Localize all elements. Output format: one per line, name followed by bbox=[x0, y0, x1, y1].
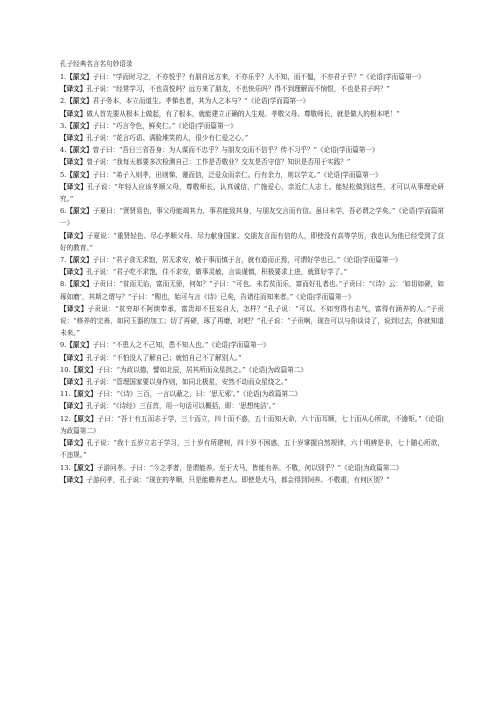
original-text: 子夏曰：“贤贤易色，事父母能竭其力，事君能致其身，与朋友交言而有信。虽曰未学，吾必谓之学矣。”《论语|学而篇第一》 bbox=[60, 207, 445, 228]
translation-tag: 【译文】 bbox=[60, 475, 87, 484]
quote-original bbox=[60, 254, 444, 266]
translation-tag: 【译文】 bbox=[60, 353, 87, 362]
original-tag: 【原文】 bbox=[70, 414, 98, 423]
quote-number: 13. bbox=[60, 463, 71, 472]
quote-translation bbox=[60, 266, 444, 278]
document-title: 孔子经典名言名句妙语录 bbox=[60, 60, 133, 68]
original-tag: 【原文】 bbox=[66, 97, 93, 106]
translation-tag: 【译文】 bbox=[60, 158, 87, 167]
quote-translation bbox=[60, 474, 444, 486]
translation-tag: 【译文】 bbox=[60, 304, 88, 313]
translation-text: 做人首先要从根本上做起，有了根本，就能建立正确的人生观。孝敬父母、尊敬师长，就是做人的根本吧！” bbox=[86, 109, 400, 118]
quote-number: 12. bbox=[60, 414, 71, 423]
quote-translation bbox=[60, 437, 444, 461]
translation-text: 子贡说：“贫穷却不阿谀奉承，富贵却不狂妄自大，怎样？”孔子说：“可以。不如穷得有志气，富得有涵养的人。”子贡说：“修养的完善，如同玉器的加工；切了再磋，琢了再磨，对吧？”孔子说：“子贡啊，现在可以与你谈诗了，说到过去，你就知道未来。” bbox=[60, 304, 444, 338]
original-text: 子游问孝。子曰：“今之孝者，是谓能养。至于犬马，皆能有养。不敬，何以别乎？”《论语|为政篇第二》 bbox=[96, 463, 403, 472]
translation-text: 孔子说：“《诗经》三百首，用一句话可以概括，即：‘思想纯洁’。” bbox=[86, 402, 276, 411]
quote-original bbox=[60, 278, 444, 302]
quote-original bbox=[60, 95, 444, 107]
original-text: 子曰：“吾十有五而志于学，三十而立，四十而不惑，五十而知天命，六十而耳顺，七十而从心所欲，不逾矩。”《论语|为政篇第二》 bbox=[60, 414, 444, 435]
translation-text: 孔子说：“不怕没人了解自己；就怕自己不了解别人。” bbox=[86, 353, 242, 362]
quote-number: 1. bbox=[60, 73, 67, 81]
original-tag: 【原文】 bbox=[66, 121, 93, 130]
original-text: 子曰：“弟子入则孝，出则悌，谨而信，泛爱众而亲仁。行有余力，则以学文。”《论语|学而篇第一》 bbox=[92, 170, 382, 179]
original-tag: 【原文】 bbox=[66, 73, 93, 81]
quote-number: 4. bbox=[60, 146, 67, 155]
translation-tag: 【译文】 bbox=[60, 182, 88, 191]
quote-translation bbox=[60, 400, 444, 412]
original-tag: 【原文】 bbox=[70, 463, 97, 472]
translation-tag: 【译文】 bbox=[60, 109, 87, 118]
original-text: 子曰：“学而时习之，不亦悦乎？有朋自远方来，不亦乐乎？人不知，而不愠，不亦君子乎？”《论语|学而篇第一》 bbox=[92, 73, 425, 81]
original-text: 君子务本，本立而道生。孝悌也者，其为人之本与？”《论语|学而篇第一》 bbox=[92, 97, 310, 106]
quote-original bbox=[60, 339, 444, 351]
quote-number: 3. bbox=[60, 121, 67, 130]
translation-text: 曾子说：“我每天都要多次检测自己：工作是否敬业？交友是否守信？知识是否用于实践？” bbox=[86, 158, 351, 167]
quote-original bbox=[60, 71, 444, 83]
translation-tag: 【译文】 bbox=[60, 134, 87, 143]
translation-text: 孔子说：“花言巧语、满脸堆笑的人，很少有仁爱之心。” bbox=[86, 134, 249, 143]
translation-text: 孔子说：“君子吃不求饱，住不求安，做事灵敏，言谈谨慎，积极要求上进，就算好学了。” bbox=[86, 268, 347, 277]
translation-tag: 【译文】 bbox=[60, 402, 87, 411]
quote-list bbox=[60, 71, 444, 486]
original-tag: 【原文】 bbox=[66, 256, 93, 265]
translation-tag: 【译文】 bbox=[60, 378, 87, 387]
quote-translation bbox=[60, 181, 444, 205]
quote-original bbox=[60, 462, 444, 474]
quote-original bbox=[60, 144, 444, 156]
document-page bbox=[60, 58, 444, 486]
original-tag: 【原文】 bbox=[70, 365, 97, 374]
quote-original bbox=[60, 205, 444, 229]
original-text: 子贡曰：“贫而无谄，富而无骄，何如？”子曰：“可也。未若贫而乐，富而好礼者也。”子贡曰：“《诗》云：‘如切如磋，如琢如磨’，其斯之谓与？”子曰：“赐也，始可与言《诗》已矣，告诸往而知来者。”《论语|学而篇第一》 bbox=[60, 280, 445, 301]
original-tag: 【原文】 bbox=[66, 207, 93, 216]
quote-translation bbox=[60, 156, 444, 168]
quote-number: 8. bbox=[60, 280, 67, 289]
quote-original bbox=[60, 364, 444, 376]
translation-tag: 【译文】 bbox=[60, 231, 87, 240]
quote-original bbox=[60, 120, 444, 132]
quote-number: 11. bbox=[60, 390, 71, 399]
quote-original bbox=[60, 413, 444, 437]
quote-original bbox=[60, 169, 444, 181]
original-text: 子曰：“君子食无求饱，居无求安，敏于事而慎于言，就有道而正焉，可谓好学也已。”《论语|学而篇第一》 bbox=[92, 256, 402, 265]
translation-text: 子夏说：“重贤轻色、尽心孝顺父母、尽力献身国家、交朋友言而有信的人，即使没有高等学历，我也认为他已经受到了良好的教育。” bbox=[60, 231, 445, 252]
quote-number: 9. bbox=[60, 341, 67, 350]
translation-tag: 【译文】 bbox=[60, 85, 87, 94]
translation-text: 孔子说：“经常学习，不也喜悦吗？远方来了朋友，不也快乐吗？得不到理解而不恼恨，不也是君子吗？” bbox=[86, 85, 390, 94]
original-text: 曾子曰：“吾日三省吾身：为人谋而不忠乎？与朋友交而不信乎？传不习乎？”《论语|学而篇第一》 bbox=[92, 146, 379, 155]
original-text: 子曰：“《诗》三百，一言以蔽之，曰：‘思无邪’。”《论语|为政篇第二》 bbox=[96, 390, 302, 399]
translation-text: 孔子说：“年轻人应该孝顺父母，尊敬师长，认真诚信，广施爱心，亲近仁人志士。能轻松做到这些，才可以从事理论研究。” bbox=[60, 182, 444, 204]
translation-tag: 【译文】 bbox=[60, 439, 87, 448]
quote-translation bbox=[60, 132, 444, 144]
translation-text: 子游问孝，孔子说：“现在的孝顺，只是能赡养老人。即使是犬马，都会得到饲养。不敬重，有何区别？” bbox=[86, 475, 390, 484]
quote-translation bbox=[60, 83, 444, 95]
original-tag: 【原文】 bbox=[70, 390, 97, 399]
original-tag: 【原文】 bbox=[66, 146, 93, 155]
translation-text: 孔子说：“管理国家要以身作则，如同北极星，安然不动而众星绕之。” bbox=[86, 378, 288, 387]
quote-number: 10. bbox=[60, 365, 71, 374]
quote-original bbox=[60, 388, 444, 400]
original-text: 子曰：“为政以德，譬如北辰，居其所而众星拱之。”《论语|为政篇第二》 bbox=[96, 365, 307, 374]
original-text: 子曰：“巧言令色，鲜矣仁。”《论语|学而篇第一》 bbox=[92, 121, 237, 130]
quote-translation bbox=[60, 230, 444, 254]
quote-translation bbox=[60, 352, 444, 364]
quote-number: 7. bbox=[60, 256, 67, 265]
quote-number: 5. bbox=[60, 170, 67, 179]
original-text: 子曰：“不患人之不己知，患不知人也。”《论语|学而篇第一》 bbox=[92, 341, 270, 350]
quote-number: 2. bbox=[60, 97, 67, 106]
translation-tag: 【译文】 bbox=[60, 268, 87, 277]
quote-translation bbox=[60, 303, 444, 340]
translation-text: 孔子说：“我十五岁立志于学习，三十岁有所建树，四十岁不困惑，五十岁掌握自然规律，六十明辨是非，七十随心所欲，不违规。” bbox=[60, 439, 445, 460]
original-tag: 【原文】 bbox=[66, 280, 93, 289]
original-tag: 【原文】 bbox=[66, 170, 93, 179]
quote-number: 6. bbox=[60, 207, 67, 216]
quote-translation bbox=[60, 108, 444, 120]
original-tag: 【原文】 bbox=[66, 341, 93, 350]
quote-translation bbox=[60, 376, 444, 388]
